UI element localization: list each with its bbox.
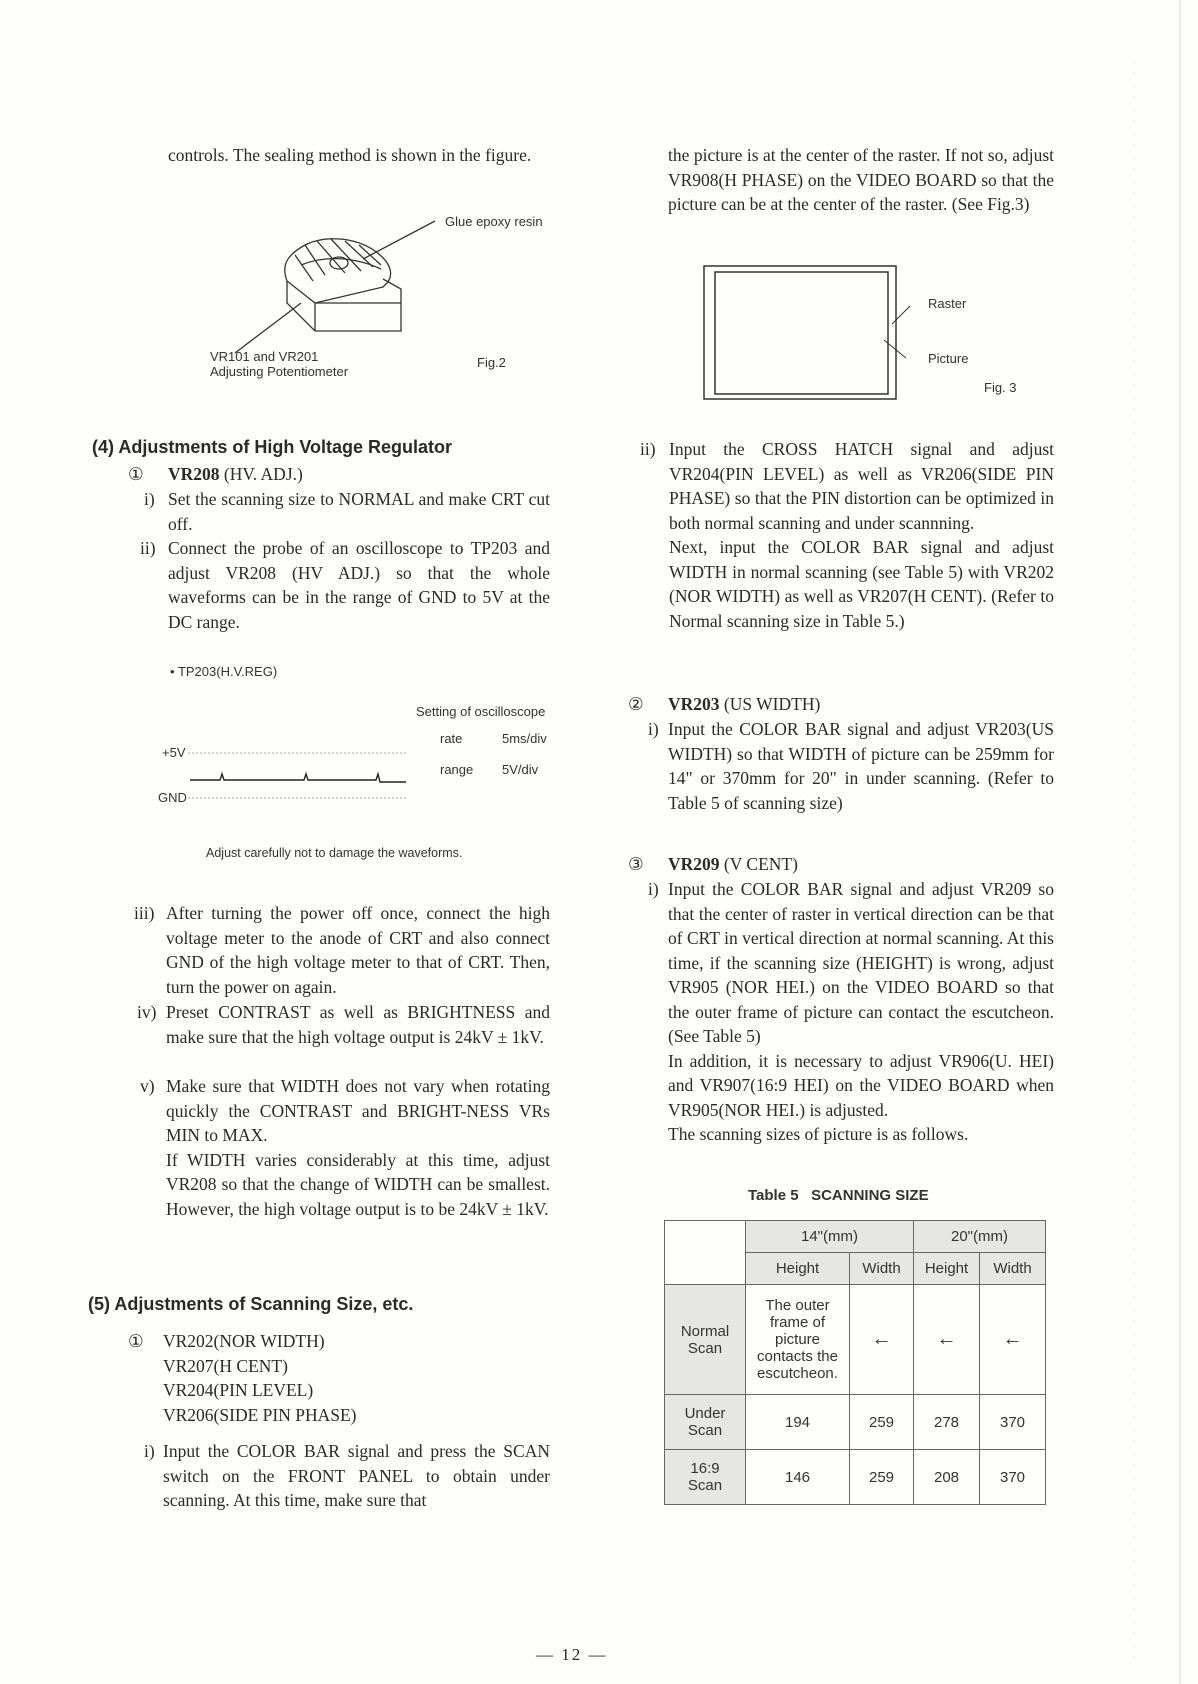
row-label-line1: 16:9 [690,1460,720,1477]
item3-cont2: The scanning sizes of picture is as follows. [668,1124,969,1144]
item1-title-bold: VR208 [168,464,220,484]
section4-item1-title [168,462,303,487]
osc-rate-label: rate [440,731,463,746]
step-v-text: Make sure that WIDTH does not vary when rotating quickly the CONTRAST and BRIGHT-NESS VRs MIN to MAX. [166,1076,550,1145]
item2-i-marker: i) [648,719,659,739]
wave-note: Adjust carefully not to damage the waveforms. [206,846,463,860]
osc-setting-title: Setting of oscilloscope [416,704,546,719]
section4-step-v [140,1074,550,1221]
section5-heading: (5) Adjustments of Scanning Size, etc. [88,1294,414,1314]
item3-step-i [648,877,1054,1147]
fig2-part-line1: VR101 and VR201 [210,349,319,364]
s5-step-i-marker: i) [144,1441,155,1461]
vr-line: VR206(SIDE PIN PHASE) [163,1404,357,1425]
row-label [665,1450,746,1505]
figure-3 [703,265,898,401]
bullet-icon: • [170,664,178,679]
row-label [665,1395,746,1450]
table5-caption: Table 5 SCANNING SIZE [748,1187,929,1204]
table-row [665,1285,1046,1395]
item2-title-rest: (US WIDTH) [719,694,821,714]
step-iii-text: After turning the power off once, connect the high voltage meter to the anode of CRT and also connect GND of the high voltage meter to that of CRT. Then, turn the power on again. [166,903,550,997]
header-20in: 20"(mm) [914,1221,1046,1253]
item3-i-text: Input the COLOR BAR signal and adjust VR209 so that the center of raster in vertical direction can be that of CRT in vertical direction at normal scanning. At this time, if the scanning size (HEIGHT) is wrong, adjust VR905 (NOR HEI.) on the VIDEO BOARD so that the outer frame of picture can contact the escutcheon. (See Table 5) [668,879,1054,1046]
right-intro: the picture is at the center of the raster. If not so, adjust VR908(H PHASE) on the VIDEO BOARD so that the picture can be at the center of the raster. (See Fig.3) [668,145,1054,214]
fig3-leader-lines [870,290,930,370]
cell-h20: 278 [914,1395,980,1450]
osc-rate-value: 5ms/div [502,731,547,746]
step-iii-marker: iii) [134,903,155,923]
table-corner [665,1221,746,1285]
col-height-14: Height [746,1253,850,1285]
section5-item1-num: ① [128,1331,144,1351]
fig2-part-line2: Adjusting Potentiometer [210,364,349,379]
section4-item1-num: ① [128,464,144,484]
fig2-callout: Glue epoxy resin [445,214,543,229]
step-v-marker: v) [140,1076,155,1096]
waveform-svg [188,740,408,810]
right-step-ii-marker: ii) [640,439,656,459]
plus5v-label: +5V [162,745,186,760]
fig3-picture-label: Picture [928,351,969,366]
step-iv-text: Preset CONTRAST as well as BRIGHTNESS and make sure that the high voltage output is 24kV ± 1kV. [166,1002,550,1047]
raster-picture-drawing [703,265,898,401]
step-ii-marker: ii) [140,538,156,558]
fig2-caption: Fig.2 [477,355,506,370]
section4-heading: (4) Adjustments of High Voltage Regulator [92,437,453,457]
osc-range-value: 5V/div [502,762,539,777]
cell-w20: 370 [980,1450,1046,1505]
section4-step-iii [134,901,550,999]
cell-w20: 370 [980,1395,1046,1450]
step-v-cont: If WIDTH varies considerably at this time, adjust VR208 so that the change of WIDTH can be smallest. However, the high voltage output is to be 24kV ± 1kV. [166,1149,550,1219]
cell-w20: ← [980,1285,1046,1395]
step-ii-text: Connect the probe of an oscilloscope to TP203 and adjust VR208 (HV ADJ.) so that the whole waveforms can be in the range of GND to 5V at the DC range. [168,538,550,632]
item3-title-rest: (V CENT) [719,854,798,874]
page-number: — 12 — [536,1645,608,1664]
item2-step-i [648,717,1054,815]
section4-step-i [144,487,550,536]
row-label-line2: Scan [687,1477,723,1494]
cell-h14: The outer frame of picture contacts the escutcheon. [746,1285,850,1395]
cell-h20: 208 [914,1450,980,1505]
item1-title-rest: (HV. ADJ.) [219,464,303,484]
col-width-14: Width [850,1253,914,1285]
item3-num: ③ [628,854,644,874]
scan-edge-artifacts [1118,0,1198,1684]
tp-label [170,664,277,679]
row-label-line2: Scan [687,1339,723,1357]
section5-step-i [144,1439,550,1513]
item2-i-text: Input the COLOR BAR signal and adjust VR203(US WIDTH) so that WIDTH of picture can be 259mm for 14" or 370mm for 20" in under scanning. (Refer to Table 5 of scanning size) [668,719,1054,813]
vr-line: VR202(NOR WIDTH) [163,1331,325,1351]
step-i-marker: i) [144,489,155,509]
row-label-line2: Scan [687,1422,723,1439]
item2-title-bold: VR203 [668,694,720,714]
table-row [665,1395,1046,1450]
item2-title [668,692,820,717]
col-height-20: Height [914,1253,980,1285]
left-intro: controls. The sealing method is shown in the figure. [168,145,532,165]
s5-step-i-text: Input the COLOR BAR signal and press the SCAN switch on the FRONT PANEL to obtain under scanning. At this time, make sure that [163,1441,550,1510]
row-label-line1: Normal [680,1322,730,1340]
section4-step-iv [137,1000,550,1049]
fig2-part-label [210,349,348,379]
section5-vr-list [163,1329,356,1427]
right-step-ii-text: Input the CROSS HATCH signal and adjust VR204(PIN LEVEL) as well as VR206(SIDE PIN PHASE) so that the PIN distortion can be optimized in both normal scanning and under scannning. [669,439,1054,533]
item3-title [668,852,798,877]
header-14in: 14"(mm) [746,1221,914,1253]
item3-title-bold: VR209 [668,854,720,874]
step-i-text: Set the scanning size to NORMAL and make CRT cut off. [168,489,550,534]
table-row [665,1450,1046,1505]
scanning-size-table [664,1220,1046,1505]
section4-step-ii [140,536,550,634]
osc-range-label: range [440,762,474,777]
row-label [665,1285,746,1395]
fig3-caption: Fig. 3 [984,380,1017,395]
item3-cont: In addition, it is necessary to adjust VR906(U. HEI) and VR907(16:9 HEI) on the VIDEO BOARD when VR905(NOR HEI.) is adjusted. [668,1050,1054,1120]
right-step-ii-cont: Next, input the COLOR BAR signal and adjust WIDTH in normal scanning (see Table 5) with VR202 (NOR WIDTH) as well as VR207(H CENT). (Refer to Normal scanning size in Table 5.) [669,537,1054,631]
waveform-plot [188,740,408,810]
step-iv-marker: iv) [137,1002,157,1022]
cell-h20: ← [914,1285,980,1395]
row-label-line1: Under [684,1405,726,1422]
item3-i-marker: i) [648,879,659,899]
right-step-ii [640,437,1054,633]
cell-w14: ← [850,1285,914,1395]
col-width-20: Width [980,1253,1046,1285]
cell-w14: 259 [850,1395,914,1450]
cell-w14: 259 [850,1450,914,1505]
item2-num: ② [628,694,644,714]
fig3-raster-label: Raster [928,296,967,311]
tp-label-text: TP203(H.V.REG) [177,664,278,679]
vr-line: VR204(PIN LEVEL) [163,1380,314,1400]
cell-h14: 146 [746,1450,850,1505]
vr-line: VR207(H CENT) [163,1355,288,1376]
gnd-label: GND [158,790,187,805]
cell-h14: 194 [746,1395,850,1450]
